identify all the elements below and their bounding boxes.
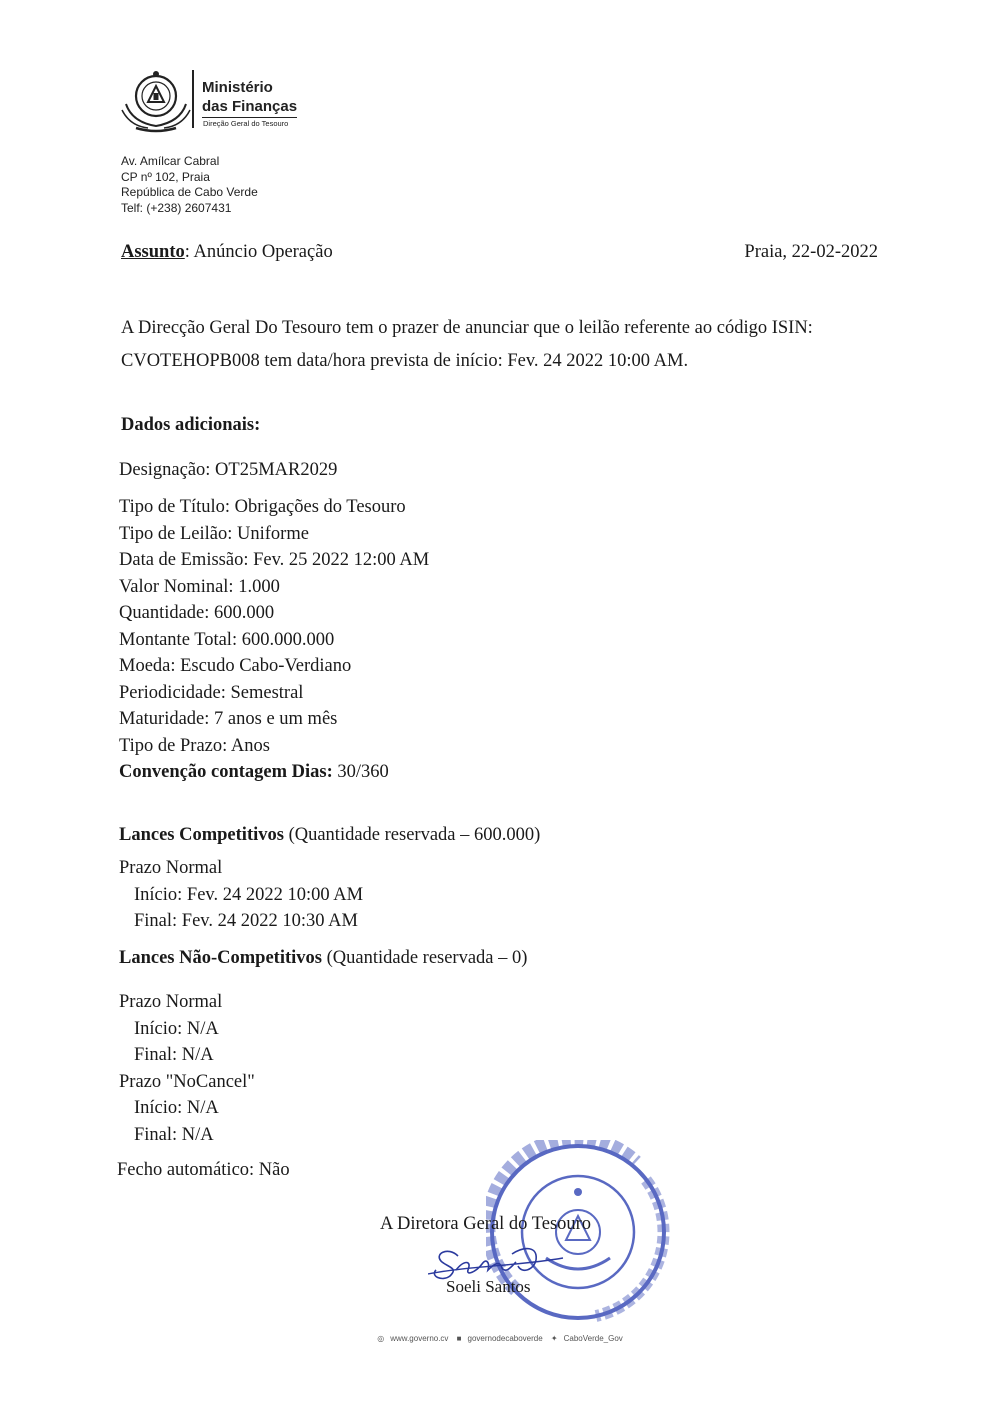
footer-facebook[interactable]: governodecaboverde	[467, 1334, 543, 1343]
competitive-reserved: (Quantidade reservada – 600.000)	[283, 825, 541, 845]
non-competitive-period-nocancel: Prazo "NoCancel"	[119, 1072, 255, 1092]
department-name: Direção Geral do Tesouro	[203, 119, 289, 128]
field-line: Quantidade: 600.000	[119, 603, 275, 623]
field-line: Periodicidade: Semestral	[119, 683, 304, 703]
subject-line	[121, 242, 333, 263]
ministry-name-line1: Ministério	[202, 79, 273, 96]
field-line: Montante Total: 600.000.000	[119, 630, 335, 650]
address-block	[121, 154, 258, 216]
competitive-period: Prazo Normal	[119, 858, 223, 878]
subject-text: : Anúncio Operação	[184, 242, 333, 262]
non-competitive-label: Lances Não-Competitivos	[119, 948, 322, 968]
letterhead-divider	[192, 70, 194, 128]
field-line: Moeda: Escudo Cabo-Verdiano	[119, 656, 352, 676]
subject-label: Assunto	[121, 242, 185, 262]
additional-heading	[121, 415, 260, 436]
non-competitive-heading	[119, 948, 527, 969]
convention-label: Convenção contagem Dias:	[119, 762, 333, 782]
globe-icon: ◎	[377, 1334, 385, 1343]
non-competitive-normal-start: Início: N/A	[134, 1019, 219, 1039]
field-line: Tipo de Prazo: Anos	[119, 736, 270, 756]
coat-of-arms-logo	[118, 66, 193, 134]
additional-heading-text: Dados adicionais:	[121, 415, 261, 435]
address-line: Av. Amílcar Cabral	[121, 154, 220, 168]
non-competitive-reserved: (Quantidade reservada – 0)	[321, 948, 528, 968]
auto-close: Fecho automático: Não	[117, 1160, 290, 1180]
footer	[0, 1334, 1000, 1343]
field-line: Maturidade: 7 anos e um mês	[119, 709, 338, 729]
field-line: Tipo de Título: Obrigações do Tesouro	[119, 497, 406, 517]
signatory-title: A Diretora Geral do Tesouro	[380, 1214, 592, 1234]
non-competitive-period-normal: Prazo Normal	[119, 992, 223, 1012]
date-line: Praia, 22-02-2022	[744, 242, 878, 262]
non-competitive-nocancel-start: Início: N/A	[134, 1098, 219, 1118]
signatory-name: Soeli Santos	[446, 1277, 531, 1296]
field-line: Valor Nominal: 1.000	[119, 577, 280, 597]
address-line: República de Cabo Verde	[121, 185, 258, 199]
twitter-icon: ✦	[550, 1334, 558, 1343]
footer-twitter[interactable]: CaboVerde_Gov	[563, 1334, 623, 1343]
ministry-name	[202, 78, 297, 118]
address-line: CP nº 102, Praia	[121, 169, 210, 184]
convention-value: 30/360	[332, 762, 389, 782]
designation: Designação: OT25MAR2029	[119, 460, 338, 480]
address-line: Telf: (+238) 2607431	[121, 200, 232, 215]
field-line: Tipo de Leilão: Uniforme	[119, 524, 309, 544]
non-competitive-nocancel-end: Final: N/A	[134, 1125, 214, 1145]
field-line: Data de Emissão: Fev. 25 2022 12:00 AM	[119, 550, 430, 570]
competitive-end: Final: Fev. 24 2022 10:30 AM	[134, 911, 358, 931]
intro-paragraph: A Direcção Geral Do Tesouro tem o prazer de anunciar que o leilão referente ao código ISIN: CVOTEHOPB008 tem data/hora prevista de início: Fev. 24 2022 10:00 AM.	[121, 318, 813, 371]
non-competitive-normal-end: Final: N/A	[134, 1045, 214, 1065]
facebook-icon: ■	[456, 1334, 462, 1343]
competitive-label: Lances Competitivos	[119, 825, 284, 845]
convention-line	[119, 762, 389, 783]
footer-website[interactable]: www.governo.cv	[390, 1334, 449, 1343]
competitive-heading	[119, 825, 540, 846]
competitive-start: Início: Fev. 24 2022 10:00 AM	[134, 885, 364, 905]
ministry-name-line2: das Finanças	[202, 97, 297, 118]
